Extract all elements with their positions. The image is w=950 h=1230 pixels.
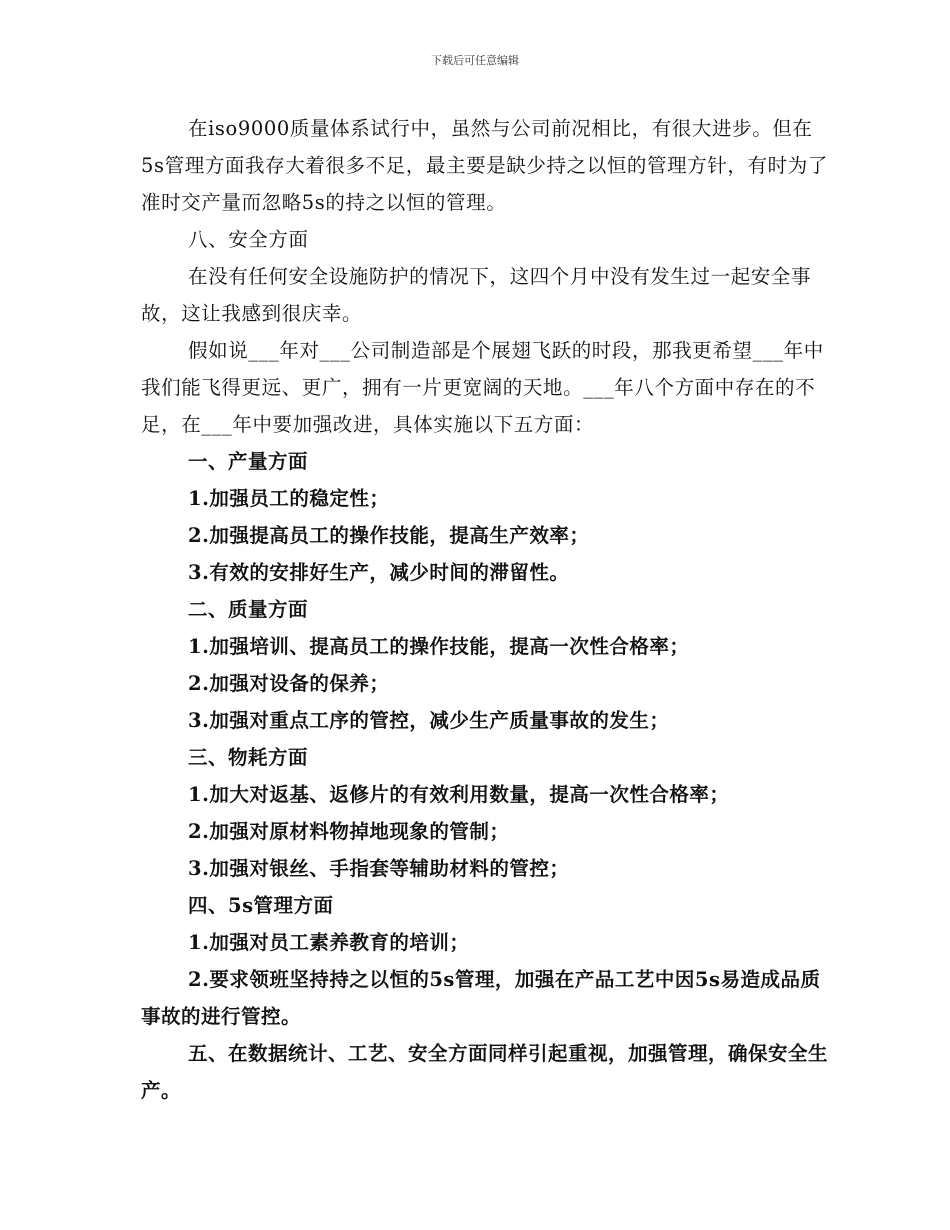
section-heading-materials: 三、物耗方面 [188,746,309,769]
list-item: 2.要求领班坚持持之以恒的5s管理，加强在产品工艺中因5s易造成品质事故的进行管控。 [141,968,821,1028]
section-heading-quality: 二、质量方面 [188,598,309,621]
list-item: 1.加强员工的稳定性； [188,487,390,510]
list-item: 3.加强对银丝、手指套等辅助材料的管控； [188,857,570,880]
list-item: 3.有效的安排好生产，减少时间的滞留性。 [188,561,570,584]
list-item: 2.加强对设备的保养； [188,672,390,695]
list-item: 1.加大对返基、返修片的有效利用数量，提高一次性合格率； [188,783,730,806]
list-item: 2.加强提高员工的操作技能，提高生产效率； [188,524,590,547]
paragraph-iso9000: 在iso9000质量体系试行中，虽然与公司前况相比，有很大进步。但在5s管理方面我存大着很多不足，最主要是缺少持之以恒的管理方针，有时为了准时交产量而忽略5s的持之以恒的管理。 [141,117,828,214]
list-item: 3.加强对重点工序的管控，减少生产质量事故的发生； [188,709,670,732]
paragraph-outlook: 假如说___年对___公司制造部是个展翅飞跃的时段，那我更希望___年中我们能飞得更远、更广，拥有一片更宽阔的天地。___年八个方面中存在的不足，在___年中要加强改进，具体实施以下五方面： [141,339,824,436]
list-item: 2.加强对原材料物掉地现象的管制； [188,820,510,843]
page-header: 下载后可任意编辑 [431,54,519,67]
document-body [141,110,831,1109]
section-heading-data-stats: 五、在数据统计、工艺、安全方面同样引起重视，加强管理，确保安全生产。 [141,1042,829,1102]
list-item: 1.加强对员工素养教育的培训； [188,931,470,954]
section-heading-output: 一、产量方面 [188,450,309,473]
paragraph-safety: 在没有任何安全设施防护的情况下，这四个月中没有发生过一起安全事故，这让我感到很庆幸。 [141,265,812,325]
list-item: 1.加强培训、提高员工的操作技能，提高一次性合格率； [188,635,690,658]
section-heading-5s: 四、5s管理方面 [188,894,334,917]
section-heading-safety: 八、安全方面 [188,228,309,251]
